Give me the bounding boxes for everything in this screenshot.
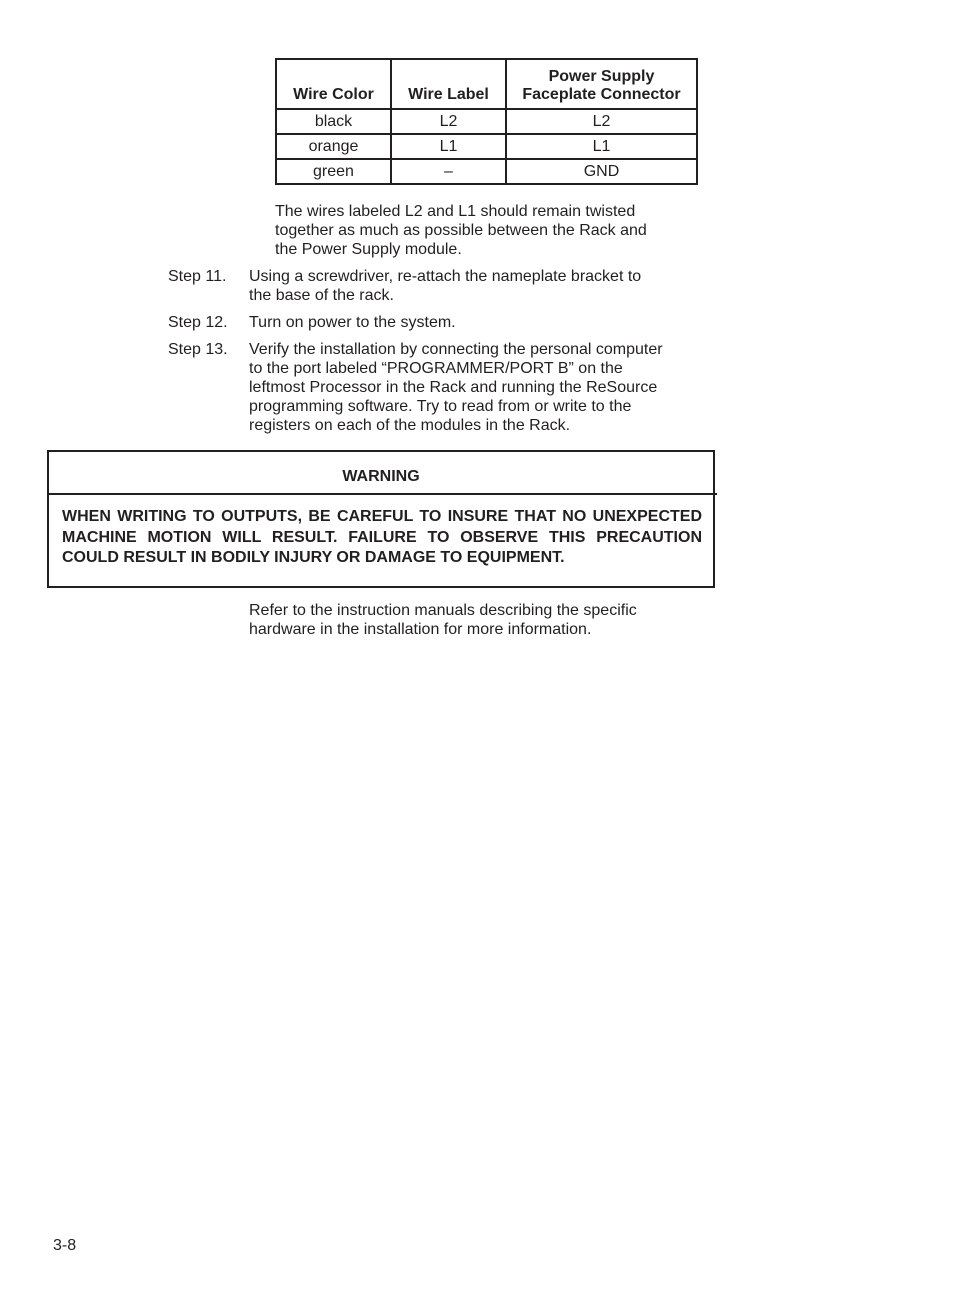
connector-header xyxy=(506,59,697,109)
wire-color-cell: green xyxy=(276,159,391,184)
table-row xyxy=(276,109,697,134)
refer-line: Refer to the instruction manuals describing the specific xyxy=(249,602,637,619)
step-line: programming software. Try to read from or write to the xyxy=(249,398,632,415)
connector-cell: L1 xyxy=(506,134,697,159)
wire-color-cell: black xyxy=(276,109,391,134)
table-row xyxy=(276,159,697,184)
connector-header-line2: Faceplate Connector xyxy=(522,86,681,103)
wire-color-header: Wire Color xyxy=(276,59,391,109)
step-text xyxy=(249,313,699,332)
connector-cell: L2 xyxy=(506,109,697,134)
wire-label-header: Wire Label xyxy=(391,59,506,109)
warning-title: WARNING xyxy=(342,468,420,485)
table-row xyxy=(276,134,697,159)
step-line: Turn on power to the system. xyxy=(249,314,456,331)
connector-cell: GND xyxy=(506,159,697,184)
refer-note xyxy=(249,601,689,639)
table-header-row xyxy=(276,59,697,109)
note-line: The wires labeled L2 and L1 should remain twisted xyxy=(275,203,636,220)
wire-label-cell: L2 xyxy=(391,109,506,134)
warning-body: WHEN WRITING TO OUTPUTS, BE CAREFUL TO INSURE THAT NO UNEXPECTED MACHINE MOTION WILL RESULT. FAILURE TO OBSERVE THIS PRECAUTION COULD RESULT IN BODILY INJURY OR DAMAGE TO EQUIPMENT. xyxy=(62,508,702,566)
wire-color-cell: orange xyxy=(276,134,391,159)
note-line: the Power Supply module. xyxy=(275,241,462,258)
step-line: the base of the rack. xyxy=(249,287,394,304)
wire-connection-table xyxy=(275,58,698,185)
step-line: registers on each of the modules in the Rack. xyxy=(249,417,571,434)
refer-line: hardware in the installation for more information. xyxy=(249,621,592,638)
connector-header-line1: Power Supply xyxy=(548,68,655,85)
twisted-wires-note xyxy=(275,202,705,259)
wire-label-cell: L1 xyxy=(391,134,506,159)
step-label: Step 13. xyxy=(168,341,228,358)
wire-label-cell: – xyxy=(391,159,506,184)
note-line: together as much as possible between the Rack and xyxy=(275,222,647,239)
step-line: to the port labeled “PROGRAMMER/PORT B” on the xyxy=(249,360,623,377)
page-number: 3-8 xyxy=(53,1237,77,1254)
step-line: Using a screwdriver, re-attach the nameplate bracket to xyxy=(249,268,642,285)
step-label: Step 11. xyxy=(168,268,227,285)
warning-box xyxy=(47,450,715,588)
step-text xyxy=(249,267,699,305)
step-label: Step 12. xyxy=(168,314,228,331)
step-line: leftmost Processor in the Rack and running the ReSource xyxy=(249,379,658,396)
step-text xyxy=(249,340,699,435)
warning-divider xyxy=(49,493,717,495)
step-line: Verify the installation by connecting the personal computer xyxy=(249,341,663,358)
